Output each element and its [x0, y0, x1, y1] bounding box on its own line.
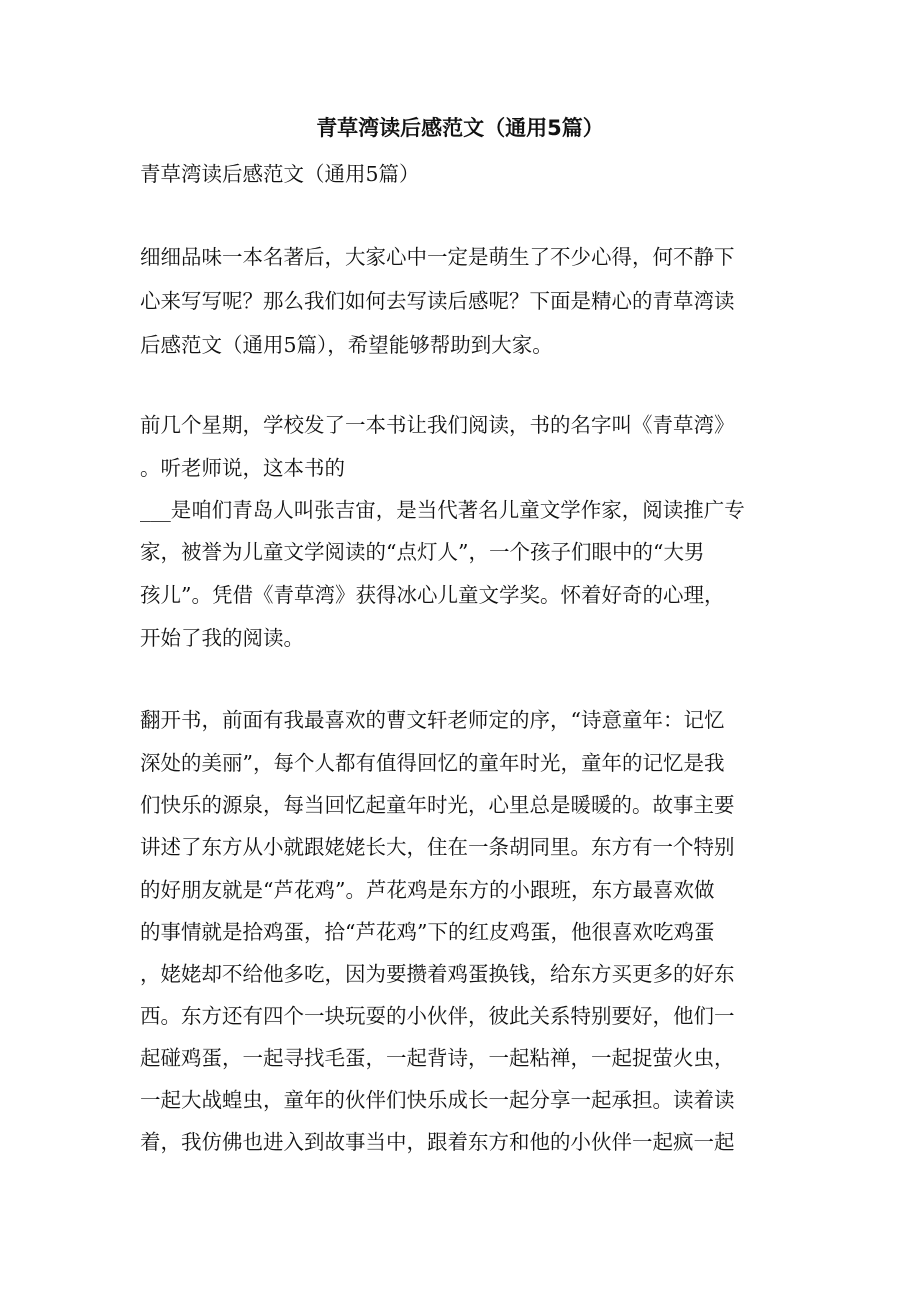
text-line: 心来写写呢？那么我们如何去写读后感呢？下面是精心的青草湾读 — [140, 289, 735, 313]
document-title: 青草湾读后感范文（通用5篇） — [316, 116, 604, 140]
text-line: 细细品味一本名著后，大家心中一定是萌生了不少心得，何不静下 — [140, 245, 735, 269]
document-subtitle: 青草湾读后感范文（通用5篇） — [140, 162, 420, 186]
text-line: 们快乐的源泉，每当回忆起童年时光，心里总是暖暖的。故事主要 — [140, 793, 735, 817]
text-line: 开始了我的阅读。 — [140, 626, 304, 650]
text-line: 前几个星期，学校发了一本书让我们阅读，书的名字叫《青草湾》 — [140, 413, 735, 437]
text-line: 着，我仿佛也进入到故事当中，跟着东方和他的小伙伴一起疯一起 — [140, 1130, 735, 1154]
text-line: 孩儿”。凭借《青草湾》获得冰心儿童文学奖。怀着好奇的心理， — [140, 583, 725, 607]
text-line: 。听老师说，这本书的 — [140, 456, 345, 480]
text-line: 起碰鸡蛋，一起寻找毛蛋，一起背诗，一起粘禅，一起捉萤火虫， — [140, 1046, 735, 1070]
text-line: 一起大战蝗虫，童年的伙伴们快乐成长一起分享一起承担。读着读 — [140, 1088, 735, 1112]
text-line: 后感范文（通用5篇），希望能够帮助到大家。 — [140, 333, 553, 357]
text-line: 的好朋友就是“芦花鸡”。芦花鸡是东方的小跟班，东方最喜欢做 — [140, 878, 715, 902]
text-line: 深处的美丽”，每个人都有值得回忆的童年时光，童年的记忆是我 — [140, 751, 725, 775]
text-line: ，姥姥却不给他多吃，因为要攒着鸡蛋换钱，给东方买更多的好东 — [140, 962, 735, 986]
text-line: 西。东方还有四个一块玩耍的小伙伴，彼此关系特别要好，他们一 — [140, 1004, 735, 1028]
text-line: 的事情就是拾鸡蛋，拾“芦花鸡”下的红皮鸡蛋，他很喜欢吃鸡蛋 — [140, 920, 715, 944]
text-line: 翻开书，前面有我最喜欢的曹文轩老师定的序，“诗意童年：记忆 — [140, 708, 725, 732]
text-line: ___是咱们青岛人叫张吉宙，是当代著名儿童文学作家，阅读推广专 — [140, 498, 745, 522]
text-line: 讲述了东方从小就跟姥姥长大，住在一条胡同里。东方有一个特别 — [140, 835, 735, 859]
text-line: 家，被誉为儿童文学阅读的“点灯人”，一个孩子们眼中的“大男 — [140, 540, 705, 564]
